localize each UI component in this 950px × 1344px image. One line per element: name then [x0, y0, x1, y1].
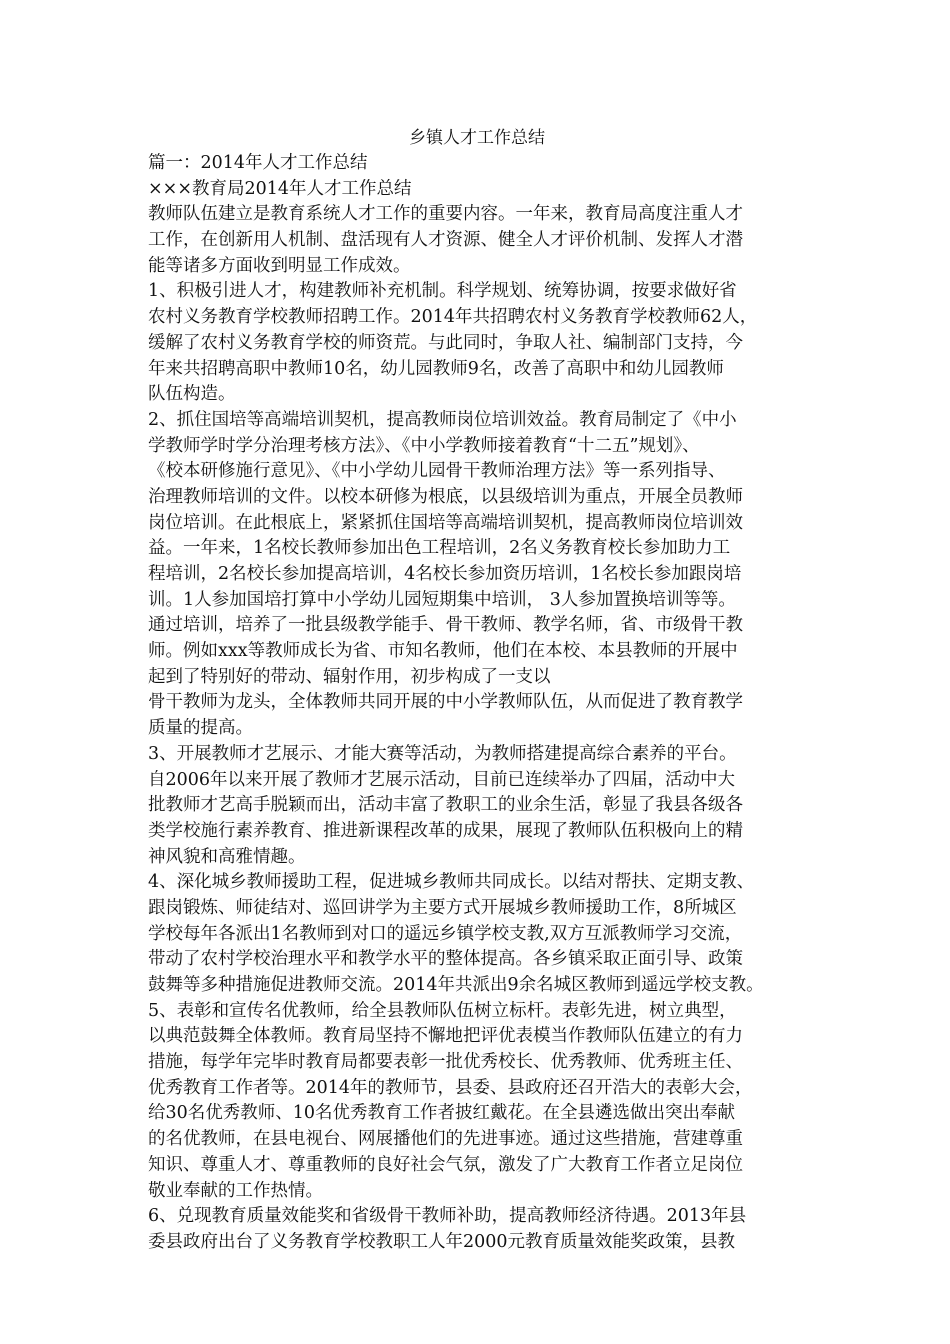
text-line: 6、兑现教育质量效能奖和省级骨干教师补助，提高教师经济待遇。2013年县 [148, 1206, 747, 1227]
text-line: 质量的提高。 [148, 718, 253, 739]
text-line: 带动了农村学校治理水平和教学水平的整体提高。各乡镇采取正面引导、政策 [148, 949, 743, 970]
text-line: 给30名优秀教师、10名优秀教育工作者披红戴花。在全县遴选做出突出奉献 [148, 1103, 736, 1124]
text-line: 治理教师培训的文件。以校本研修为根底，以县级培训为重点，开展全员教师 [148, 486, 743, 507]
text-line: 自2006年以来开展了教师才艺展示活动，目前已连续举办了四届，活动中大 [148, 769, 736, 790]
text-line: 学教师学时学分治理考核方法》、《中小学教师接着教育“十二五”规划》、 [148, 435, 700, 456]
text-line: 篇一：2014年人才工作总结 [148, 153, 368, 173]
text-line: 师。例如xxx等教师成长为省、市知名教师，他们在本校、本县教师的开展中 [148, 641, 738, 662]
text-line: 2、抓住国培等高端培训契机，提高教师岗位培训效益。教育局制定了《中小 [148, 409, 737, 430]
text-line: 措施，每学年完毕时教育局都要表彰一批优秀校长、优秀教师、优秀班主任、 [148, 1052, 743, 1073]
text-line: 训。1人参加国培打算中小学幼儿园短期集中培训， 3人参加置换培训等等。 [148, 589, 736, 610]
text-line: 工作，在创新用人机制、盘活现有人才资源、健全人才评价机制、发挥人才潜 [148, 230, 743, 251]
text-line: 通过培训，培养了一批县级教学能手、骨干教师、教学名师，省、市级骨干教 [148, 615, 743, 636]
text-line: 教师队伍建立是教育系统人才工作的重要内容。一年来，教育局高度注重人才 [148, 204, 743, 225]
document-title: 乡镇人才工作总结 [409, 128, 545, 148]
text-line: 队伍构造。 [148, 384, 236, 405]
text-line: ×××教育局2014年人才工作总结 [148, 178, 412, 199]
text-line: 缓解了农村义务教育学校的师资荒。与此同时，争取人社、编制部门支持，今 [148, 332, 743, 353]
text-line: 岗位培训。在此根底上，紧紧抓住国培等高端培训契机，提高教师岗位培训效 [148, 512, 743, 533]
document-body [148, 151, 808, 1256]
text-line: 学校每年各派出1名教师到对口的遥远乡镇学校支教,双方互派教师学习交流， [148, 923, 743, 944]
text-line: 5、表彰和宣传名优教师，给全县教师队伍树立标杆。表彰先进，树立典型， [148, 1000, 737, 1021]
text-line: 批教师才艺高手脱颖而出，活动丰富了教职工的业余生活，彰显了我县各级各 [148, 795, 743, 816]
text-line: 4、深化城乡教师援助工程，促进城乡教师共同成长。以结对帮扶、定期支教、 [148, 872, 755, 893]
text-line: 年来共招聘高职中教师10名，幼儿园教师9名，改善了高职中和幼儿园教师 [148, 358, 724, 379]
text-line: 1、积极引进人才，构建教师补充机制。科学规划、统筹协调，按要求做好省 [148, 281, 737, 302]
text-line: 能等诸多方面收到明显工作成效。 [148, 255, 411, 276]
text-line: 程培训，2名校长参加提高培训，4名校长参加资历培训，1名校长参加跟岗培 [148, 564, 742, 584]
text-line: 3、开展教师才艺展示、才能大赛等活动，为教师搭建提高综合素养的平台。 [148, 743, 737, 764]
text-line: 神风貌和高雅情趣。 [148, 846, 306, 867]
text-line: 类学校施行素养教育、推进新课程改革的成果，展现了教师队伍积极向上的精 [148, 820, 743, 841]
text-line: 的名优教师，在县电视台、网展播他们的先进事迹。通过这些措施，营建尊重 [148, 1129, 743, 1150]
text-line: 跟岗锻炼、师徒结对、巡回讲学为主要方式开展城乡教师援助工作，8所城区 [148, 897, 737, 918]
text-line: 以典范鼓舞全体教师。教育局坚持不懈地把评优表模当作教师队伍建立的有力 [148, 1026, 743, 1047]
text-line: 委县政府出台了义务教育学校教职工人年2000元教育质量效能奖政策，县教 [148, 1231, 736, 1252]
text-line: 鼓舞等多种措施促进教师交流。2014年共派出9余名城区教师到遥远学校支教。 [148, 975, 764, 995]
text-line: 优秀教育工作者等。2014年的教师节，县委、县政府还召开浩大的表彰大会， [148, 1077, 753, 1098]
text-line: 起到了特别好的带动、辐射作用，初步构成了一支以 [148, 666, 551, 687]
text-line: 知识、尊重人才、尊重教师的良好社会气氛，激发了广大教育工作者立足岗位 [148, 1154, 743, 1175]
text-line: 骨干教师为龙头，全体教师共同开展的中小学教师队伍，从而促进了教育教学 [148, 692, 743, 713]
text-line: 益。一年来，1名校长教师参加出色工程培训，2名义务教育校长参加助力工 [148, 538, 731, 559]
text-line: 《校本研修施行意见》、《中小学幼儿园骨干教师治理方法》等一系列指导、 [148, 461, 726, 482]
text-line: 敬业奉献的工作热情。 [148, 1180, 323, 1201]
document-page [148, 127, 808, 1256]
text-line: 农村义务教育学校教师招聘工作。2014年共招聘农村义务教育学校教师62人， [148, 307, 758, 328]
